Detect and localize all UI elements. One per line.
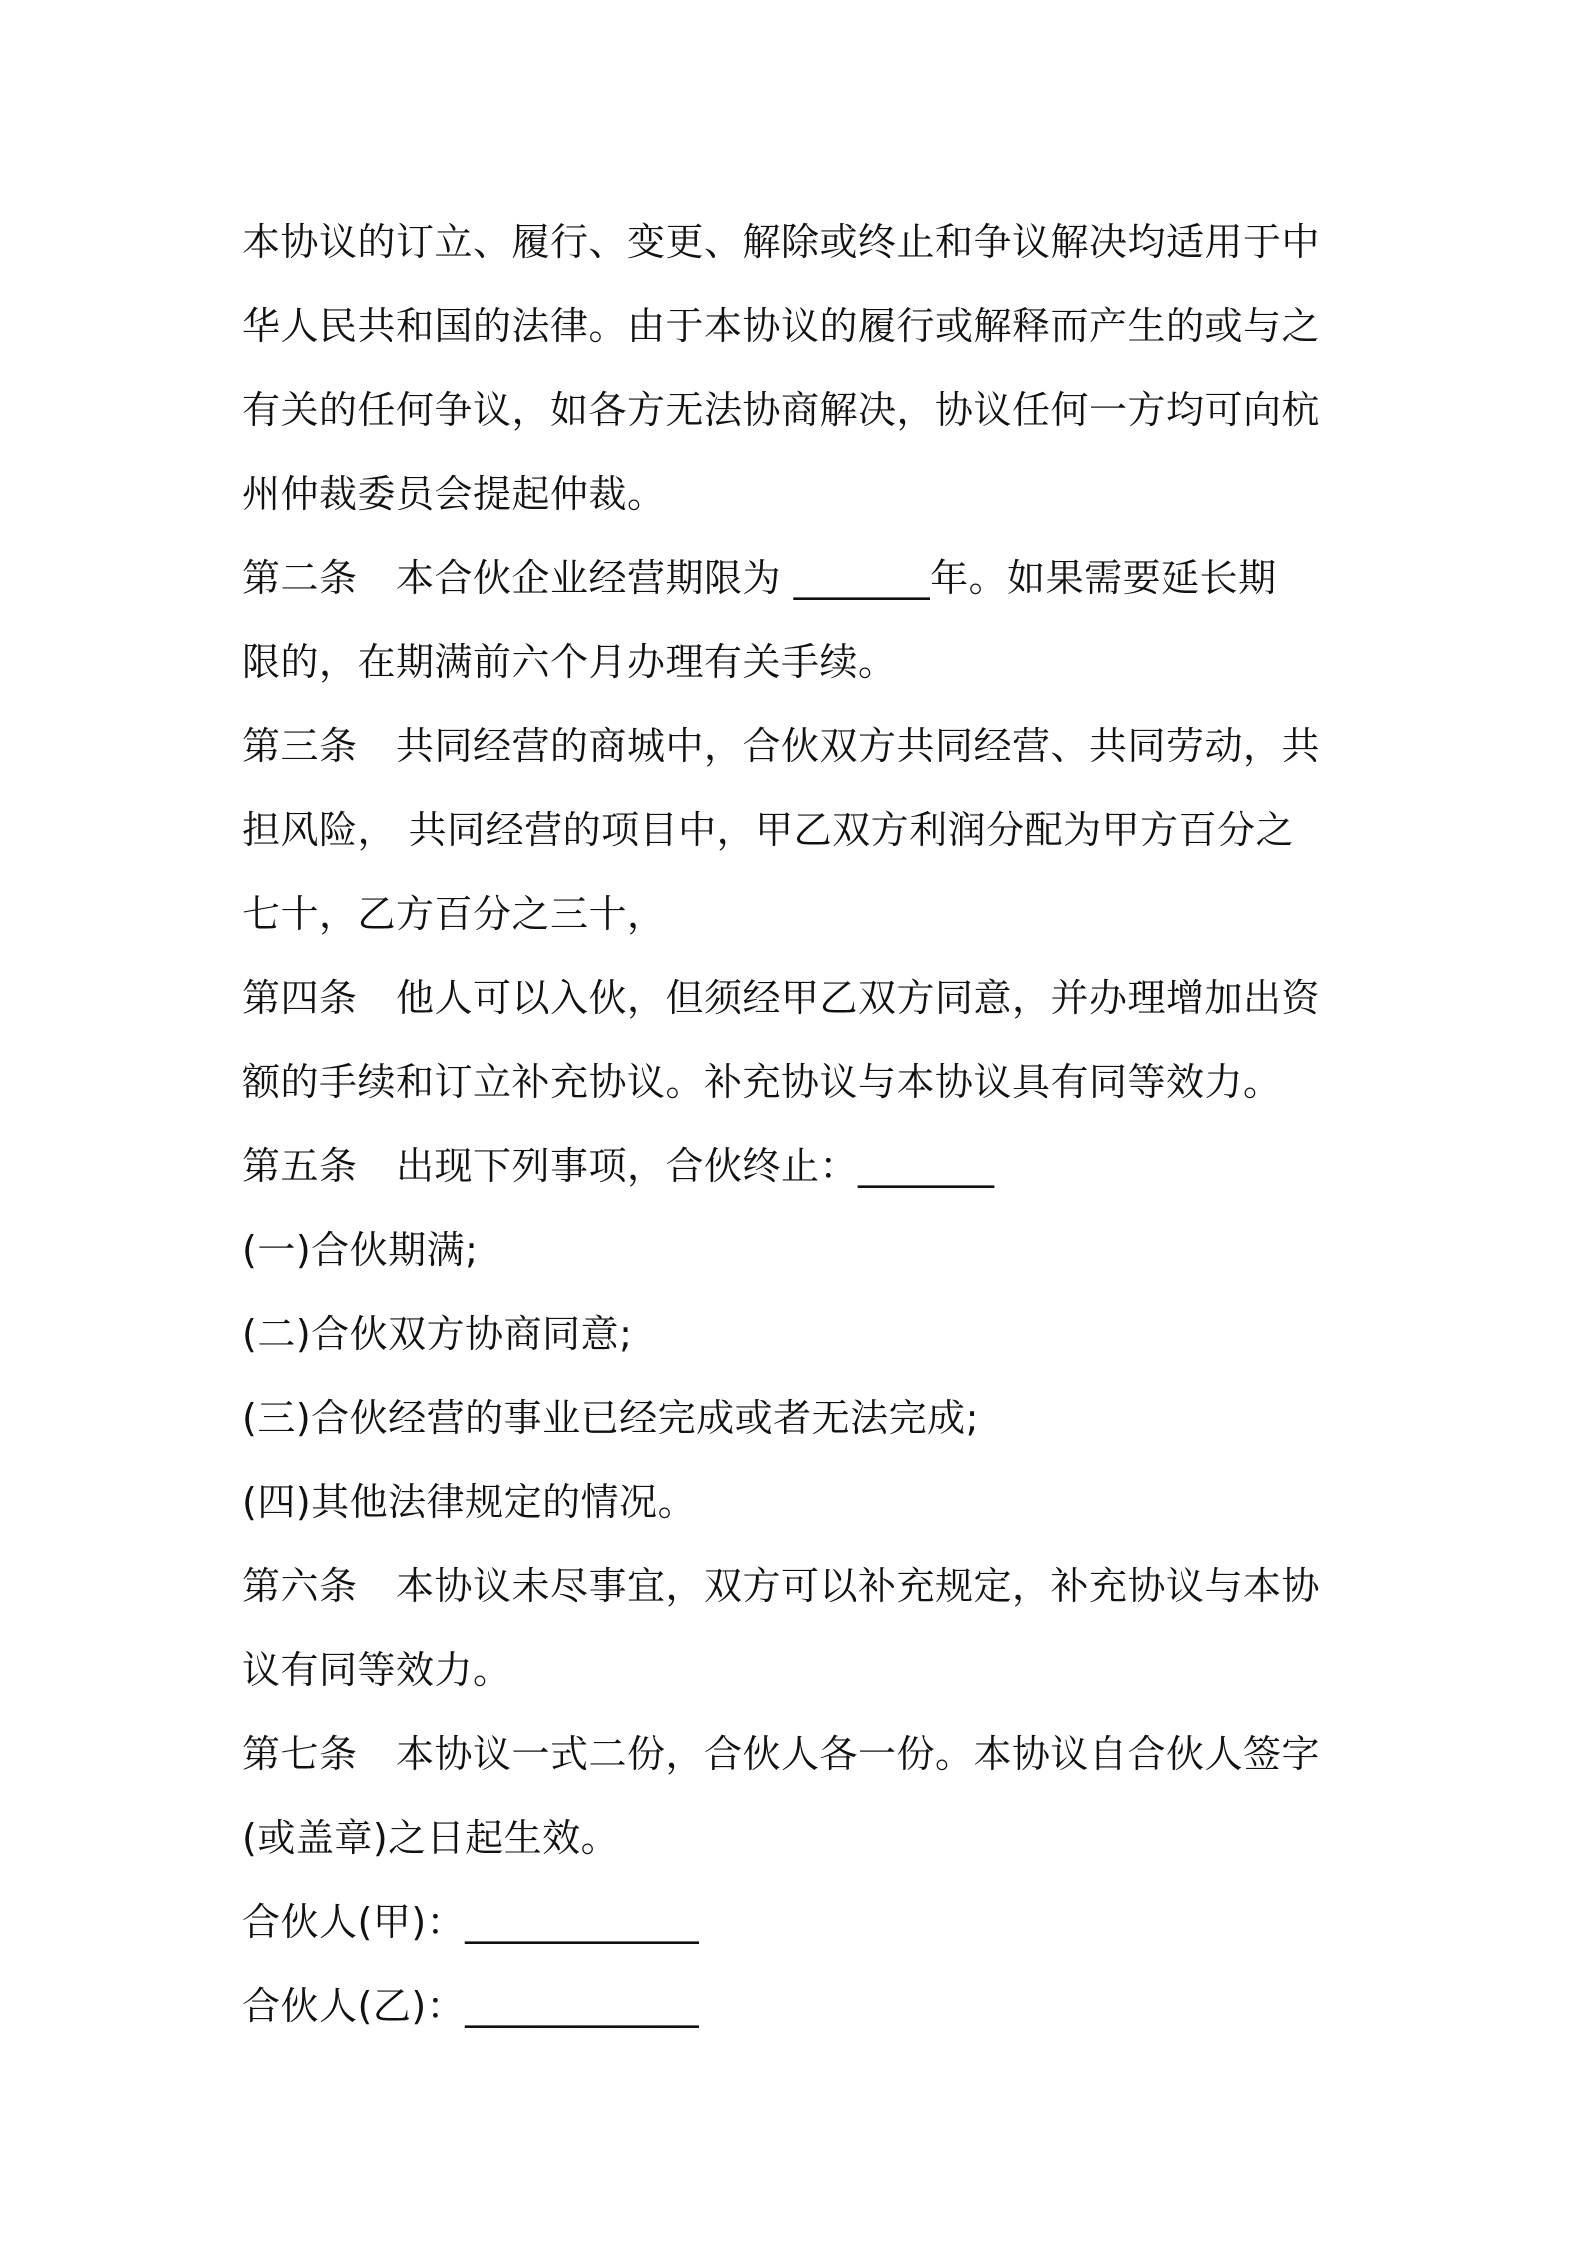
- signature-line-party-a: 合伙人(甲)：____________: [242, 1900, 700, 1944]
- text-line: 七十，乙方百分之三十，: [242, 892, 666, 936]
- list-item: (四)其他法律规定的情况。: [242, 1480, 697, 1524]
- article-2-line: 第二条 本合伙企业经营期限为 _______年。如果需要延长期: [242, 556, 1277, 600]
- signature-line-party-b: 合伙人(乙)：____________: [242, 1984, 700, 2028]
- article-5-line: 第五条 出现下列事项，合伙终止：_______: [242, 1144, 995, 1188]
- list-item: (二)合伙双方协商同意;: [242, 1312, 633, 1356]
- text-line: 额的手续和订立补充协议。补充协议与本协议具有同等效力。: [242, 1060, 1282, 1104]
- text-line: 担风险， 共同经营的项目中，甲乙双方利润分配为甲方百分之: [242, 808, 1295, 852]
- article-6-line: 第六条 本协议未尽事宜，双方可以补充规定，补充协议与本协: [242, 1564, 1321, 1608]
- text-line: 州仲裁委员会提起仲裁。: [242, 472, 666, 516]
- article-7-line: 第七条 本协议一式二份，合伙人各一份。本协议自合伙人签字: [242, 1732, 1321, 1776]
- text-line: 本协议的订立、履行、变更、解除或终止和争议解决均适用于中: [242, 220, 1321, 264]
- text-line: 限的，在期满前六个月办理有关手续。: [242, 640, 897, 684]
- text-line: 华人民共和国的法律。由于本协议的履行或解释而产生的或与之: [242, 304, 1321, 348]
- text-line: (或盖章)之日起生效。: [242, 1816, 620, 1860]
- agreement-body: [242, 200, 1362, 2048]
- article-3-line: 第三条 共同经营的商城中，合伙双方共同经营、共同劳动，共: [242, 724, 1321, 768]
- text-line: 有关的任何争议，如各方无法协商解决，协议任何一方均可向杭: [242, 388, 1321, 432]
- list-item: (一)合伙期满;: [242, 1228, 479, 1272]
- list-item: (三)合伙经营的事业已经完成或者无法完成;: [242, 1396, 979, 1440]
- text-line: 议有同等效力。: [242, 1648, 512, 1692]
- article-4-line: 第四条 他人可以入伙，但须经甲乙双方同意，并办理增加出资: [242, 976, 1321, 1020]
